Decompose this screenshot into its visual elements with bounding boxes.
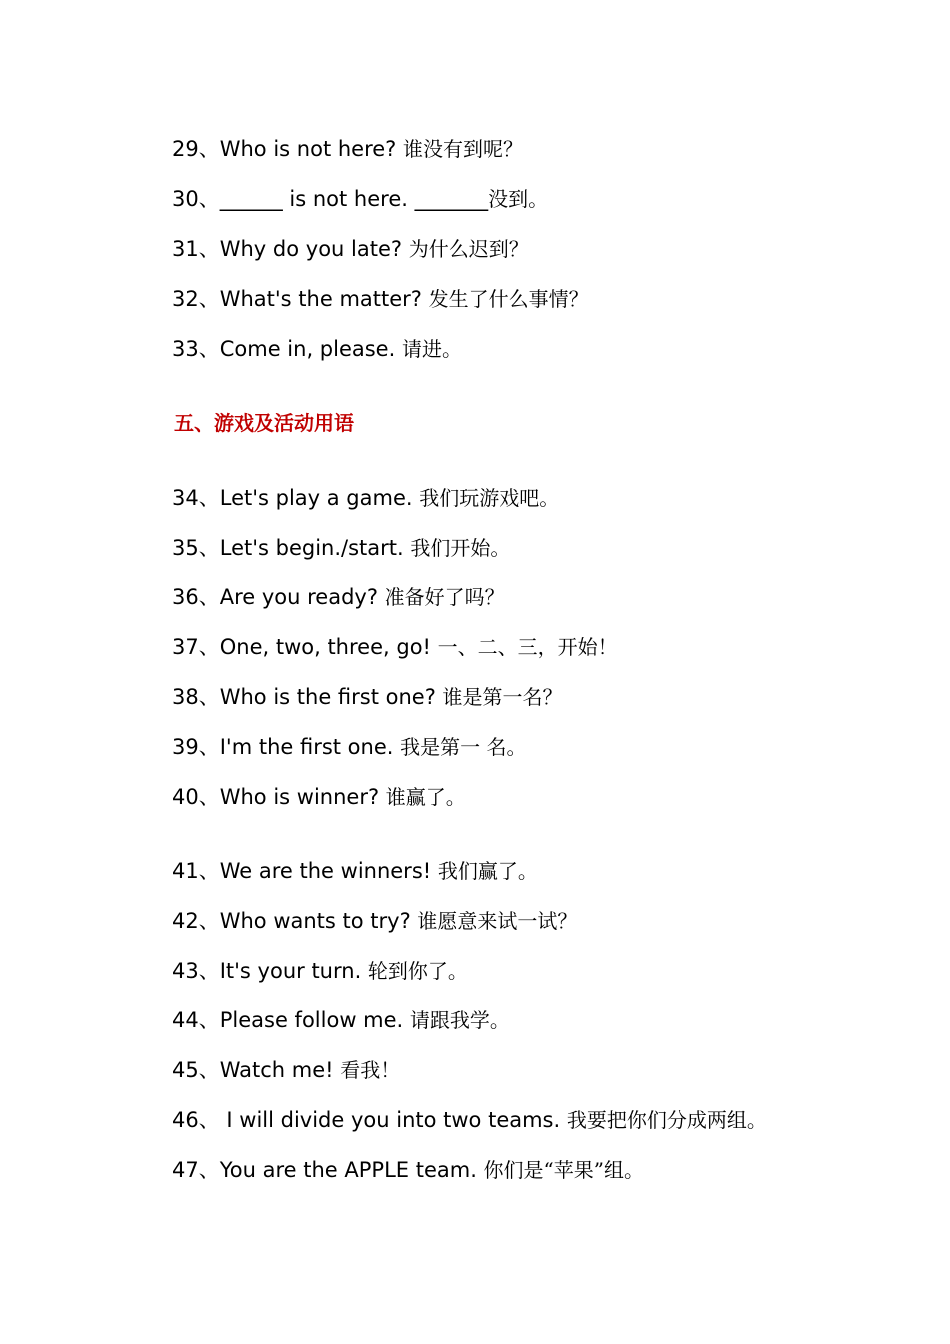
item-chinese: 谁愿意来试一试？ <box>417 909 578 933</box>
item-english: Who is not here? <box>219 137 403 161</box>
list-item <box>172 957 468 985</box>
item-number: 45 <box>172 1058 199 1082</box>
item-separator: 、 <box>198 137 220 161</box>
item-number: 34 <box>172 486 199 510</box>
item-english: I will divide you into two teams. <box>219 1108 567 1132</box>
item-separator: 、 <box>198 287 220 311</box>
item-number: 38 <box>172 685 199 709</box>
item-number: 46 <box>172 1108 199 1132</box>
item-number: 31 <box>172 237 199 261</box>
item-chinese: 谁是第一名？ <box>442 685 563 709</box>
item-english: Who is winner? <box>219 785 386 809</box>
item-number: 35 <box>172 536 199 560</box>
list-item <box>172 1056 400 1084</box>
list-item <box>172 783 466 811</box>
item-number: 40 <box>172 785 199 809</box>
item-chinese: 谁没有到呢？ <box>403 137 523 161</box>
item-english: What's the matter? <box>219 287 429 311</box>
item-number: 39 <box>172 735 199 759</box>
list-item <box>172 335 462 363</box>
item-separator: 、 <box>198 1058 220 1082</box>
item-chinese: 没到。 <box>488 187 549 211</box>
item-separator: 、 <box>198 1108 220 1132</box>
item-separator: 、 <box>198 909 220 933</box>
list-item <box>172 1106 767 1134</box>
list-item <box>172 135 523 163</box>
item-chinese: 看我！ <box>340 1058 401 1082</box>
item-number: 37 <box>172 635 199 659</box>
list-item <box>172 1156 644 1184</box>
item-chinese: 我们玩游戏吧。 <box>419 486 560 510</box>
item-english: Are you ready? <box>219 585 385 609</box>
list-item <box>172 185 548 213</box>
item-chinese: 一、二、三，开始！ <box>437 635 618 659</box>
list-item <box>172 484 559 512</box>
list-item <box>172 683 563 711</box>
item-separator: 、 <box>198 785 220 809</box>
item-number: 41 <box>172 859 199 883</box>
item-separator: 、 <box>198 536 220 560</box>
list-item <box>172 534 510 562</box>
list-item <box>172 1006 510 1034</box>
item-english: We are the winners! <box>219 859 438 883</box>
item-separator: 、 <box>198 635 220 659</box>
item-chinese: 请跟我学。 <box>409 1008 510 1032</box>
item-chinese: 我们赢了。 <box>437 859 538 883</box>
item-separator: 、 <box>198 735 220 759</box>
list-item <box>172 857 538 885</box>
item-chinese: 谁赢了。 <box>385 785 466 809</box>
item-separator: 、 <box>198 486 220 510</box>
item-separator: 、 <box>198 685 220 709</box>
item-chinese: 你们是“苹果”组。 <box>483 1158 644 1182</box>
item-chinese: 我们开始。 <box>410 536 511 560</box>
item-separator: 、 <box>198 337 220 361</box>
item-chinese: 准备好了吗？ <box>384 585 505 609</box>
item-separator: 、 <box>198 859 220 883</box>
item-english: I'm the first one. <box>219 735 401 759</box>
item-english: Please follow me. <box>219 1008 410 1032</box>
item-number: 43 <box>172 959 199 983</box>
list-item <box>172 633 618 661</box>
section-heading: 五、游戏及活动用语 <box>174 411 354 435</box>
item-english: It's your turn. <box>219 959 368 983</box>
item-chinese: 我是第一 名。 <box>400 735 527 759</box>
item-english: Who wants to try? <box>219 909 418 933</box>
item-number: 30 <box>172 187 199 211</box>
item-number: 36 <box>172 585 199 609</box>
item-chinese: 为什么迟到？ <box>408 237 529 261</box>
item-separator: 、 <box>198 1158 220 1182</box>
item-separator: 、 <box>198 187 220 211</box>
item-separator: 、 <box>198 1008 220 1032</box>
item-number: 47 <box>172 1158 199 1182</box>
list-item <box>172 733 526 761</box>
item-number: 32 <box>172 287 199 311</box>
item-chinese: 我要把你们分成两组。 <box>566 1108 767 1132</box>
item-english: You are the APPLE team. <box>219 1158 484 1182</box>
item-english: ______ is not here. _______ <box>219 187 489 211</box>
item-english: Let's begin./start. <box>219 536 411 560</box>
item-separator: 、 <box>198 237 220 261</box>
item-chinese: 轮到你了。 <box>367 959 468 983</box>
item-chinese: 请进。 <box>401 337 462 361</box>
item-chinese: 发生了什么事情？ <box>428 287 589 311</box>
item-english: Come in, please. <box>219 337 402 361</box>
item-english: Let's play a game. <box>219 486 420 510</box>
list-item <box>172 285 589 313</box>
list-item <box>172 235 529 263</box>
item-number: 33 <box>172 337 199 361</box>
list-item <box>172 907 577 935</box>
item-number: 44 <box>172 1008 199 1032</box>
list-item <box>172 583 505 611</box>
item-number: 29 <box>172 137 199 161</box>
item-english: Why do you late? <box>219 237 409 261</box>
item-english: Who is the first one? <box>219 685 443 709</box>
item-number: 42 <box>172 909 199 933</box>
item-english: One, two, three, go! <box>219 635 438 659</box>
item-separator: 、 <box>198 959 220 983</box>
item-separator: 、 <box>198 585 220 609</box>
item-english: Watch me! <box>219 1058 341 1082</box>
